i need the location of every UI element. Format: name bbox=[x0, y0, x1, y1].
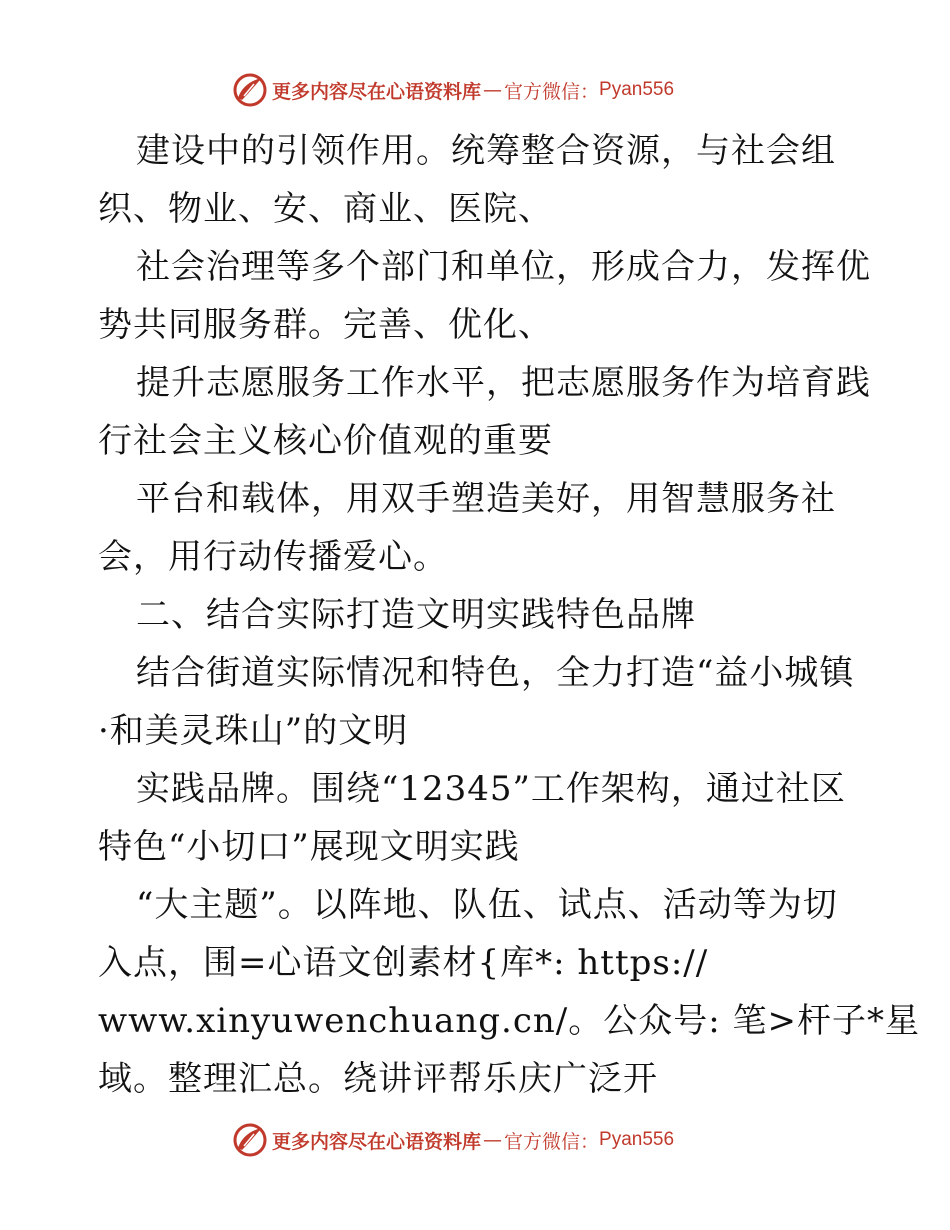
text-line: 实践品牌。围绕“12345”工作架构，通过社区 bbox=[136, 769, 846, 809]
pen-logo-icon bbox=[232, 72, 268, 108]
text-line: 势共同服务群。完善、优化、 bbox=[98, 305, 553, 345]
text-line: 社会治理等多个部门和单位，形成合力，发挥优 bbox=[136, 247, 871, 287]
footer-banner bbox=[232, 1120, 674, 1160]
section-heading: 二、结合实际打造文明实践特色品牌 bbox=[136, 595, 696, 635]
footer-separator: — bbox=[483, 1129, 503, 1151]
header-wechat-label: 官方微信： bbox=[504, 80, 600, 103]
text-line: 织、物业、安、商业、医院、 bbox=[98, 189, 553, 229]
text-line: 域。整理汇总。绕讲评帮乐庆广泛开 bbox=[98, 1059, 658, 1099]
text-line: ·和美灵珠山”的文明 bbox=[98, 711, 409, 751]
text-line: 结合街道实际情况和特色，全力打造“益小城镇 bbox=[136, 653, 855, 693]
text-line: 会，用行动传播爱心。 bbox=[98, 537, 448, 577]
text-line: www.xinyuwenchuang.cn/。公众号: 笔>杆子*星 bbox=[98, 1001, 920, 1041]
text-line: 建设中的引领作用。统筹整合资源，与社会组 bbox=[136, 131, 836, 171]
header-slogan: 更多内容尽在心语资料库 bbox=[272, 80, 482, 103]
text-line: 提升志愿服务工作水平，把志愿服务作为培育践 bbox=[136, 363, 871, 403]
document-body bbox=[98, 122, 920, 1108]
text-line: 行社会主义核心价值观的重要 bbox=[98, 421, 553, 461]
pen-logo-icon bbox=[232, 1122, 268, 1158]
header-banner bbox=[232, 70, 674, 110]
text-line: 特色“小切口”展现文明实践 bbox=[98, 827, 520, 867]
header-wechat-id: Pyan556 bbox=[599, 79, 675, 100]
footer-wechat-label: 官方微信： bbox=[504, 1130, 600, 1153]
footer-slogan: 更多内容尽在心语资料库 bbox=[272, 1130, 482, 1153]
footer-wechat-id: Pyan556 bbox=[599, 1129, 675, 1150]
text-line: “大主题”。以阵地、队伍、试点、活动等为切 bbox=[136, 885, 838, 925]
text-line: 平台和载体，用双手塑造美好，用智慧服务社 bbox=[136, 479, 836, 519]
header-separator: — bbox=[483, 79, 503, 101]
text-line: 入点，围=心语文创素材{库*: https:// bbox=[98, 943, 709, 983]
